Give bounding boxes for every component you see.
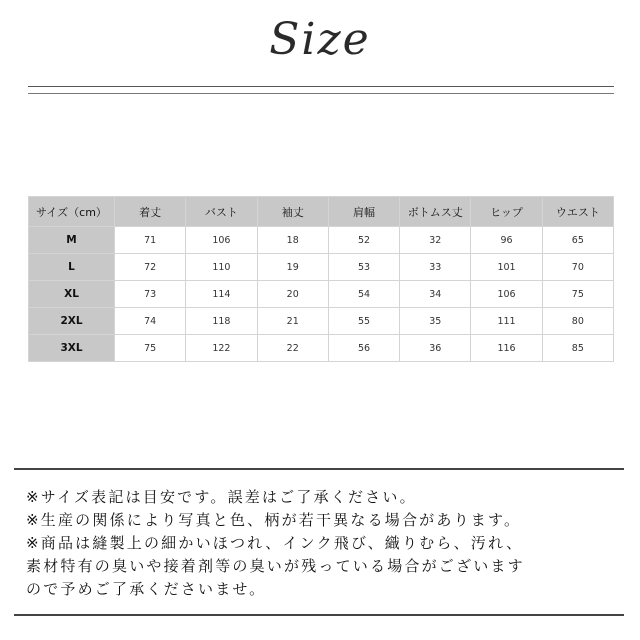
table-cell: 85 xyxy=(542,335,613,362)
table-cell: 54 xyxy=(328,281,399,308)
title-divider-bottom xyxy=(28,93,614,94)
table-cell: 74 xyxy=(115,308,186,335)
table-cell: 106 xyxy=(471,281,542,308)
table-cell: 65 xyxy=(542,227,613,254)
table-cell: 114 xyxy=(186,281,257,308)
table-cell: 101 xyxy=(471,254,542,281)
table-row xyxy=(29,227,614,254)
header-shoulder: 肩幅 xyxy=(328,197,399,227)
table-cell: 73 xyxy=(115,281,186,308)
table-cell: 118 xyxy=(186,308,257,335)
title-divider-top xyxy=(28,86,614,87)
table-row xyxy=(29,281,614,308)
table-cell: 56 xyxy=(328,335,399,362)
note-line: ※サイズ表記は目安です。誤差はご了承ください。 xyxy=(26,488,417,506)
note-line: ので予めご了承くださいませ。 xyxy=(26,580,267,598)
header-waist: ウエスト xyxy=(542,197,613,227)
row-size-label: M xyxy=(29,227,115,254)
table-cell: 52 xyxy=(328,227,399,254)
table-cell: 20 xyxy=(257,281,328,308)
row-size-label: 3XL xyxy=(29,335,115,362)
table-cell: 71 xyxy=(115,227,186,254)
header-sleeve: 袖丈 xyxy=(257,197,328,227)
row-size-label: XL xyxy=(29,281,115,308)
row-size-label: L xyxy=(29,254,115,281)
table-cell: 36 xyxy=(400,335,471,362)
table-cell: 18 xyxy=(257,227,328,254)
table-cell: 75 xyxy=(115,335,186,362)
table-row xyxy=(29,308,614,335)
table-cell: 35 xyxy=(400,308,471,335)
table-cell: 34 xyxy=(400,281,471,308)
table-cell: 33 xyxy=(400,254,471,281)
header-size: サイズ（cm） xyxy=(29,197,115,227)
header-bust: バスト xyxy=(186,197,257,227)
note-line: 素材特有の臭いや接着剤等の臭いが残っている場合がございます xyxy=(26,557,525,575)
table-cell: 106 xyxy=(186,227,257,254)
table-cell: 55 xyxy=(328,308,399,335)
header-length: 着丈 xyxy=(115,197,186,227)
note-line: ※生産の関係により写真と色、柄が若干異なる場合があります。 xyxy=(26,511,522,529)
table-cell: 53 xyxy=(328,254,399,281)
table-cell: 110 xyxy=(186,254,257,281)
table-cell: 80 xyxy=(542,308,613,335)
table-row xyxy=(29,254,614,281)
table-cell: 19 xyxy=(257,254,328,281)
table-cell: 122 xyxy=(186,335,257,362)
header-bottoms-length: ボトムス丈 xyxy=(400,197,471,227)
note-line: ※商品は縫製上の細かいほつれ、インク飛び、織りむら、汚れ、 xyxy=(26,534,524,552)
table-cell: 70 xyxy=(542,254,613,281)
table-row xyxy=(29,335,614,362)
header-hip: ヒップ xyxy=(471,197,542,227)
page-title: Size xyxy=(269,14,371,65)
table-cell: 75 xyxy=(542,281,613,308)
table-header-row xyxy=(29,197,614,227)
table-cell: 32 xyxy=(400,227,471,254)
table-cell: 72 xyxy=(115,254,186,281)
table-cell: 111 xyxy=(471,308,542,335)
table-cell: 116 xyxy=(471,335,542,362)
table-cell: 22 xyxy=(257,335,328,362)
size-chart-table xyxy=(28,196,614,362)
table-cell: 96 xyxy=(471,227,542,254)
notes-text xyxy=(26,486,618,601)
row-size-label: 2XL xyxy=(29,308,115,335)
table-cell: 21 xyxy=(257,308,328,335)
